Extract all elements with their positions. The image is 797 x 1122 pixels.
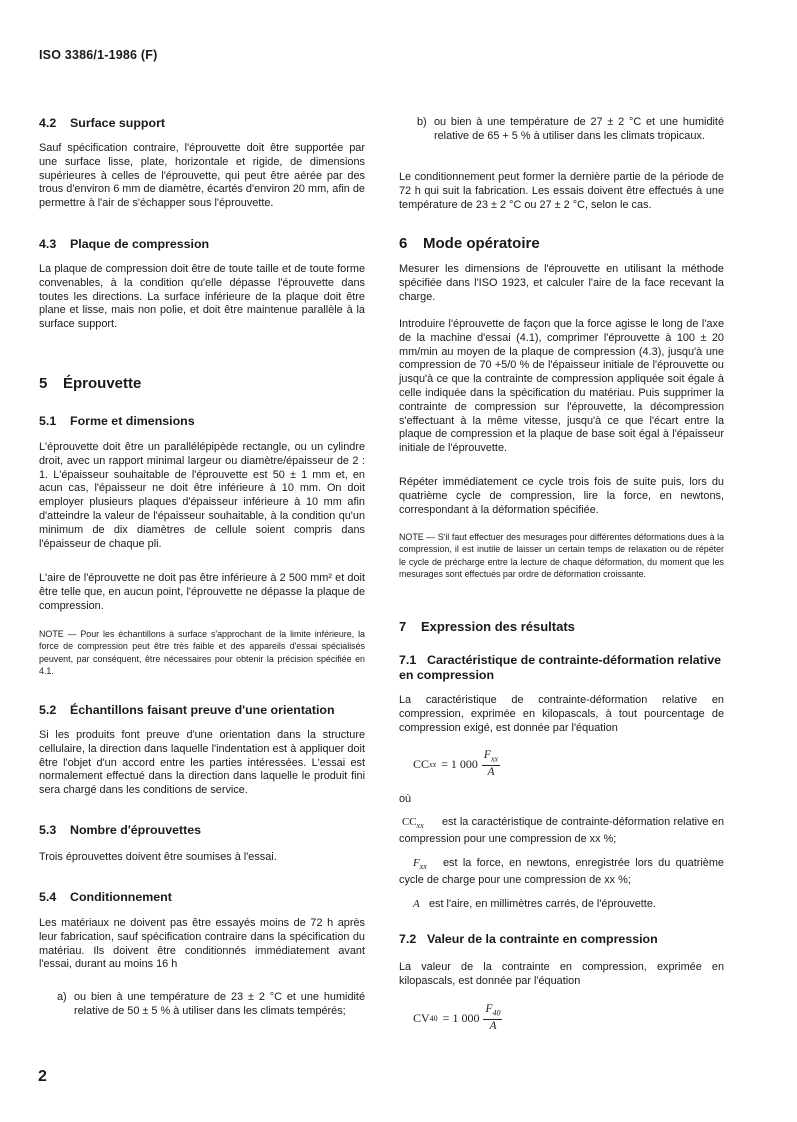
- section-7-1-heading: 7.1 Caractéristique de contrainte-déformation relative en compression: [399, 653, 722, 682]
- conditioning-text: Le conditionnement peut former la dernière partie de la période de 72 h qui suit la fabrication. Les essais doivent être effectués à une température de 23 ± 2 °C ou 27 ± 2 °C, selon le cas.: [399, 171, 724, 211]
- section-5-1-note: NOTE — Pour les échantillons à surface s'approchant de la limite inférieure, la force de compression peut être très faible et des appareils d'essai spécialisés peuvent, par conséquent, être nécessaires pour obtenir la précision spécifiée en 4.1.: [39, 629, 365, 676]
- section-4-2-text: Sauf spécification contraire, l'éprouvette doit être supportée par une surface lisse, plate, horizontale et rigide, de dimensions supérieures à celles de l'éprouvette, qui peut être aérée par des trous d'environ 6 mm de diamètre, écartés d'environ 20 mm, afin de permettre à l'air de s'échapper sous l'éprouvette.: [39, 142, 365, 210]
- section-5-1-text-1: L'éprouvette doit être un parallélépipède rectangle, ou un cylindre droit, avec un rapport minimal largeur ou diamètre/épaisseur de 2 : 1. L'épaisseur souhaitable de l'éprouvette est 50 ± 1 mm et, en acun cas, l'épaisseur ne doit être inférieure à 10 mm. On doit employer plusieurs plaques d'épaisseur inférieure à 10 mm afin d'atteindre la valeur de l'épaisseur souhaitable, à la condition qu'un minimum de dix diamètres de cellule soient compris dans l'épaisseur de chaque pli.: [39, 441, 365, 550]
- section-6-note: NOTE — S'il faut effectuer des mesurages pour différentes déformations dues à la compression, il est inutile de laisser un certain temps de relaxation ou de répéter le cycle de précharge entre la lecture de chaque déformation, du moment que les mesurages sont effectués par ordre de déformation croissante.: [399, 532, 724, 579]
- section-5-1-heading: 5.1 Forme et dimensions: [39, 414, 195, 428]
- section-7-2-text: La valeur de la contrainte en compression, exprimée en kilopascals, est donnée par l'équation: [399, 961, 724, 987]
- conditioning-item-b: b) ou bien à une température de 27 ± 2 °C et une humidité relative de 65 + 5 % à utiliser dans les climats tropicaux.: [417, 116, 724, 142]
- section-5-3-heading: 5.3 Nombre d'éprouvettes: [39, 823, 202, 837]
- equation-cc-fraction: $\frac{F_{xx}}{A}$: [483, 749, 499, 779]
- section-5-4-heading: 5.4 Conditionnement: [39, 890, 172, 904]
- section-6-text-3: Répéter immédiatement ce cycle trois fois de suite puis, lors du quatrième cycle de compression, lire la force, en newtons, correspondant à la déformation spécifiée.: [399, 476, 724, 516]
- section-7-1-text: La caractéristique de contrainte-déformation relative en compression, exprimée en kilopascals, à tout pourcentage de compression exigé, est donnée par l'équation: [399, 694, 724, 734]
- section-5-2-text: Si les produits font preuve d'une orientation dans la structure cellulaire, la direction dans laquelle l'indentation est à appliquer doit être l'objet d'un accord entre les parties intéressées. L'essai est normalement effectué dans la direction dans laquelle le produit fini sera chargé dans les conditions de service.: [39, 729, 365, 797]
- definition-f: $F_{xx}$ est la force, en newtons, enregistrée lors du quatrième cycle de charge pour une compression de xx %;: [399, 857, 724, 886]
- section-4-2-heading: 4.2 Surface support: [39, 116, 166, 130]
- section-4-3-heading: 4.3 Plaque de compression: [39, 237, 210, 251]
- section-7-heading: 7 Expression des résultats: [399, 619, 575, 634]
- section-6-text-1: Mesurer les dimensions de l'éprouvette en utilisant la méthode spécifiée dans l'ISO 1923, et calculer l'aire de la face recevant la charge.: [399, 263, 724, 303]
- conditioning-item-a: a) ou bien à une température de 23 ± 2 °C et une humidité relative de 50 ± 5 % à utiliser dans les climats tempérés;: [57, 991, 365, 1017]
- section-5-1-text-2: L'aire de l'éprouvette ne doit pas être inférieure à 2 500 mm² et doit être telle que, en aucun point, l'éprouvette ne dépasse la plaque de compression.: [39, 572, 365, 612]
- section-5-2-heading: 5.2 Échantillons faisant preuve d'une orientation: [39, 703, 335, 717]
- page-number: 2: [38, 1068, 47, 1085]
- section-5-4-text: Les matériaux ne doivent pas être essayés moins de 72 h après leur fabrication, sauf spécification contraire dans la spécification du matériau. Ils doivent être conditionnés immédiatement avant l'essai, durant au moins 16 h: [39, 917, 365, 971]
- equation-cv-fraction: $\frac{F_{40}}{A}$: [485, 1003, 501, 1033]
- equation-cc: CC xx = 1 000 $\frac{F_{xx}}{A}$: [413, 749, 499, 779]
- definition-a: A est l'aire, en millimètres carrés, de l'éprouvette.: [413, 898, 656, 910]
- section-5-heading: 5 Éprouvette: [39, 375, 142, 392]
- where-label: où: [399, 793, 412, 805]
- section-6-heading: 6 Mode opératoire: [399, 235, 540, 252]
- section-6-text-2: Introduire l'éprouvette de façon que la force agisse le long de l'axe de la machine d'essai (4.1), comprimer l'éprouvette à 100 ± 20 mm/min au moyen de la plaque de compression (4.3), jusqu'à une compression de 70 +5/0 % de l'épaisseur initiale de l'éprouvette ou jusqu'à ce que la contrainte de compression appliquée soit égale à celle indiquée dans la spécification du matériau. Puis supprimer la contrainte de compression sur l'éprouvette, la décompression s'effectuant à la même vitesse, jusqu'à ce que l'écart entre la plaque de compression et la plaque de base soit égal à l'épaisseur initiale de l'éprouvette.: [399, 318, 724, 455]
- document-header: ISO 3386/1-1986 (F): [39, 48, 158, 62]
- section-5-3-text: Trois éprouvettes doivent être soumises à l'essai.: [39, 851, 277, 863]
- definition-cc: $CC_{xx}$ est la caractéristique de contrainte-déformation relative en compression pour une compression de xx %;: [399, 816, 724, 845]
- section-4-3-text: La plaque de compression doit être de toute taille et de toute forme convenables, à la condition qu'elle dépasse l'éprouvette dans toutes les directions. La surface inférieure de la plaque doit être plane et lisse, mais non polie, et doit être maintenue parallèle à la surface support.: [39, 263, 365, 331]
- equation-cv: CV 40 = 1 000 $\frac{F_{40}}{A}$: [413, 1003, 501, 1033]
- section-7-2-heading: 7.2 Valeur de la contrainte en compression: [399, 932, 658, 946]
